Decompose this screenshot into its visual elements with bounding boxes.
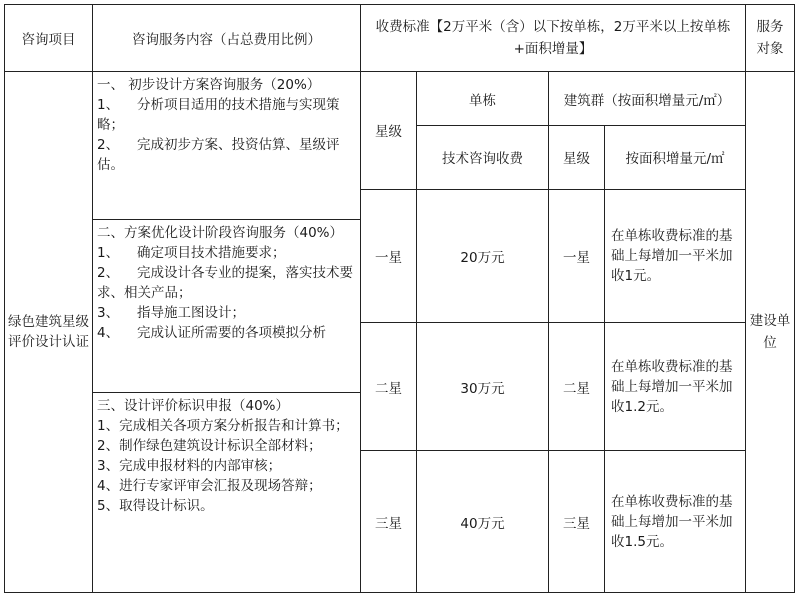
phase-1-item-2: 2、 完成初步方案、投资估算、星级评估。 (97, 137, 340, 174)
header-fee: 收费标准【2万平米（含）以下按单栋，2万平米以上按单栋+面积增量】 (361, 5, 746, 72)
fee-table (4, 4, 795, 593)
phase-1-title: 一、 初步设计方案咨询服务（20%） (97, 77, 321, 94)
header-item: 咨询项目 (5, 5, 93, 72)
subheader-star: 星级 (361, 72, 417, 189)
phase-2-title: 二、方案优化设计阶段咨询服务（40%） (97, 224, 344, 241)
phase-3-item-1: 1、完成相关各项方案分析报告和计算书； (97, 418, 349, 435)
project-name: 绿色建筑星级评价设计认证 (5, 72, 93, 593)
subheader-tech-fee: 技术咨询收费 (417, 126, 549, 189)
phase-3-title: 三、设计评价标识申报（40%） (97, 398, 290, 415)
phase-2-item-4: 4、 完成认证所需要的各项模拟分析 (97, 324, 326, 341)
header-target: 服务对象 (746, 5, 795, 72)
subheader-per-area: 按面积增量元/㎡ (605, 126, 746, 189)
subheader-star-2: 星级 (549, 126, 605, 189)
header-content: 咨询服务内容（占总费用比例） (93, 5, 361, 72)
header-row (5, 5, 795, 72)
fee-1-amount: 20万元 (417, 189, 549, 322)
phase-3-item-4: 4、进行专家评审会汇报及现场答辩； (97, 478, 322, 495)
fee-3-star-2: 三星 (549, 451, 605, 593)
fee-1-star: 一星 (361, 189, 417, 322)
fee-1-note: 在单栋收费标准的基础上每增加一平米加收1元。 (605, 189, 746, 322)
phase-2-item-2: 2、 完成设计各专业的提案，落实技术要求、相关产品； (97, 264, 353, 301)
fee-3-amount: 40万元 (417, 451, 549, 593)
subheader-row-1 (5, 72, 795, 126)
fee-2-star-2: 二星 (549, 323, 605, 451)
phase-3 (93, 393, 361, 593)
service-target: 建设单位 (746, 72, 795, 593)
subheader-group: 建筑群（按面积增量元/㎡） (549, 72, 746, 126)
subheader-single: 单栋 (417, 72, 549, 126)
fee-2-star: 二星 (361, 323, 417, 451)
phase-2 (93, 219, 361, 393)
phase-1-item-1: 1、 分析项目适用的技术措施与实现策略； (97, 97, 340, 134)
fee-1-star-2: 一星 (549, 189, 605, 322)
fee-3-star: 三星 (361, 451, 417, 593)
phase-2-item-3: 3、 指导施工图设计； (97, 304, 245, 321)
phase-3-item-3: 3、完成申报材料的内部审核； (97, 458, 282, 475)
fee-2-amount: 30万元 (417, 323, 549, 451)
phase-3-item-5: 5、取得设计标识。 (97, 498, 214, 515)
fee-2-note: 在单栋收费标准的基础上每增加一平米加收1.2元。 (605, 323, 746, 451)
phase-2-item-1: 1、 确定项目技术措施要求； (97, 244, 286, 261)
fee-3-note: 在单栋收费标准的基础上每增加一平米加收1.5元。 (605, 451, 746, 593)
phase-3-item-2: 2、制作绿色建筑设计标识全部材料； (97, 438, 322, 455)
phase-1 (93, 72, 361, 219)
